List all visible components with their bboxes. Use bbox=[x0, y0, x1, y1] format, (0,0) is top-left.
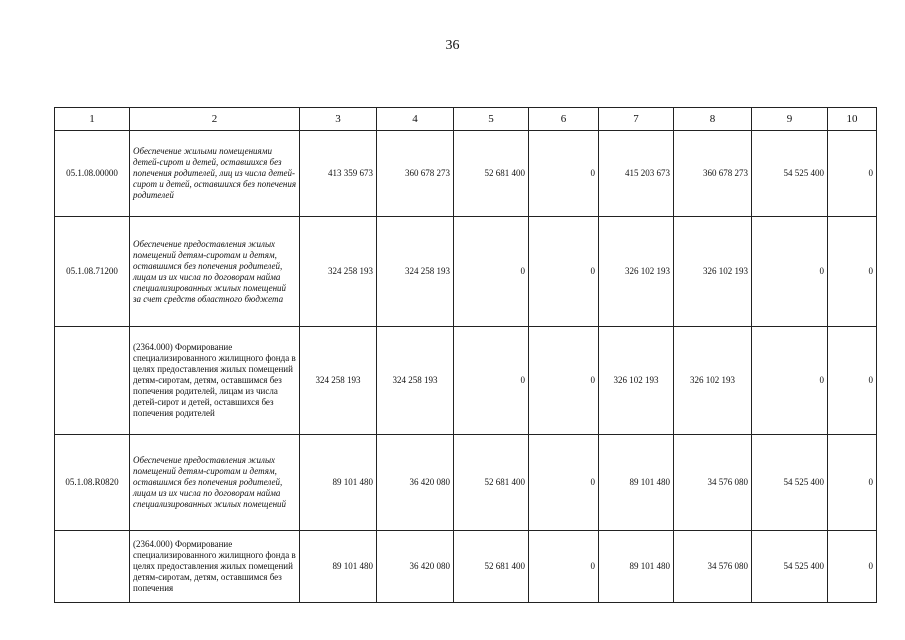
row-value: 34 576 080 bbox=[674, 531, 752, 603]
row-value: 54 525 400 bbox=[752, 435, 828, 531]
row-value: 0 bbox=[828, 531, 877, 603]
row-value: 0 bbox=[828, 435, 877, 531]
row-value: 326 102 193 bbox=[674, 327, 752, 435]
row-value: 52 681 400 bbox=[454, 531, 529, 603]
row-code: 05.1.08.00000 bbox=[55, 131, 130, 217]
row-code: 05.1.08.R0820 bbox=[55, 435, 130, 531]
row-value: 415 203 673 bbox=[599, 131, 674, 217]
row-value: 0 bbox=[454, 217, 529, 327]
table-row bbox=[55, 435, 877, 531]
row-name: (2364.000) Формирование специализированного жилищного фонда в целях предоставления жилых помещений детям-сиротам, детям, оставшимся без попечения родителей, лицам из числа детей-сирот и детей, оставшихся без попечения родителей bbox=[130, 327, 300, 435]
row-value: 360 678 273 bbox=[377, 131, 454, 217]
row-value: 0 bbox=[828, 327, 877, 435]
row-value: 52 681 400 bbox=[454, 435, 529, 531]
row-code: 05.1.08.71200 bbox=[55, 217, 130, 327]
row-value: 0 bbox=[454, 327, 529, 435]
table-row bbox=[55, 531, 877, 603]
row-value: 0 bbox=[529, 131, 599, 217]
row-name: Обеспечение предоставления жилых помещений детям-сиротам и детям, оставшимся без попечения родителей, лицам из их числа по договорам найма специализированных жилых помещений за счет средств областного бюджета bbox=[130, 217, 300, 327]
row-value: 326 102 193 bbox=[599, 327, 674, 435]
column-header: 7 bbox=[599, 108, 674, 131]
row-value: 324 258 193 bbox=[377, 327, 454, 435]
budget-table bbox=[54, 107, 877, 603]
column-header: 5 bbox=[454, 108, 529, 131]
row-value: 89 101 480 bbox=[300, 435, 377, 531]
row-name: Обеспечение жилыми помещениями детей-сирот и детей, оставшихся без попечения родителей, лиц из числа детей-сирот и детей, оставшихся без попечения родителей bbox=[130, 131, 300, 217]
column-header: 1 bbox=[55, 108, 130, 131]
row-value: 413 359 673 bbox=[300, 131, 377, 217]
row-value: 0 bbox=[529, 435, 599, 531]
row-value: 0 bbox=[752, 217, 828, 327]
page-number: 36 bbox=[445, 38, 460, 53]
column-header: 10 bbox=[828, 108, 877, 131]
row-value: 326 102 193 bbox=[599, 217, 674, 327]
column-header: 3 bbox=[300, 108, 377, 131]
column-header: 6 bbox=[529, 108, 599, 131]
row-value: 89 101 480 bbox=[599, 531, 674, 603]
row-value: 54 525 400 bbox=[752, 531, 828, 603]
row-value: 0 bbox=[529, 531, 599, 603]
row-value: 89 101 480 bbox=[599, 435, 674, 531]
row-code bbox=[55, 327, 130, 435]
header-row bbox=[55, 108, 877, 131]
row-value: 89 101 480 bbox=[300, 531, 377, 603]
row-name: Обеспечение предоставления жилых помещений детям-сиротам и детям, оставшимся без попечения родителей, лицам из их числа по договорам найма специализированных жилых помещений bbox=[130, 435, 300, 531]
row-value: 0 bbox=[828, 131, 877, 217]
row-name: (2364.000) Формирование специализированного жилищного фонда в целях предоставления жилых помещений детям-сиротам, детям, оставшимся без попечения bbox=[130, 531, 300, 603]
table-row bbox=[55, 217, 877, 327]
row-value: 54 525 400 bbox=[752, 131, 828, 217]
table-body bbox=[55, 131, 877, 603]
row-value: 324 258 193 bbox=[377, 217, 454, 327]
column-header: 4 bbox=[377, 108, 454, 131]
row-value: 36 420 080 bbox=[377, 435, 454, 531]
table-row bbox=[55, 131, 877, 217]
row-value: 36 420 080 bbox=[377, 531, 454, 603]
row-value: 0 bbox=[529, 327, 599, 435]
row-value: 52 681 400 bbox=[454, 131, 529, 217]
row-code bbox=[55, 531, 130, 603]
table-header bbox=[55, 108, 877, 131]
row-value: 34 576 080 bbox=[674, 435, 752, 531]
column-header: 2 bbox=[130, 108, 300, 131]
row-value: 0 bbox=[828, 217, 877, 327]
row-value: 326 102 193 bbox=[674, 217, 752, 327]
column-header: 8 bbox=[674, 108, 752, 131]
column-header: 9 bbox=[752, 108, 828, 131]
table-row bbox=[55, 327, 877, 435]
row-value: 324 258 193 bbox=[300, 217, 377, 327]
row-value: 360 678 273 bbox=[674, 131, 752, 217]
row-value: 0 bbox=[529, 217, 599, 327]
row-value: 0 bbox=[752, 327, 828, 435]
row-value: 324 258 193 bbox=[300, 327, 377, 435]
